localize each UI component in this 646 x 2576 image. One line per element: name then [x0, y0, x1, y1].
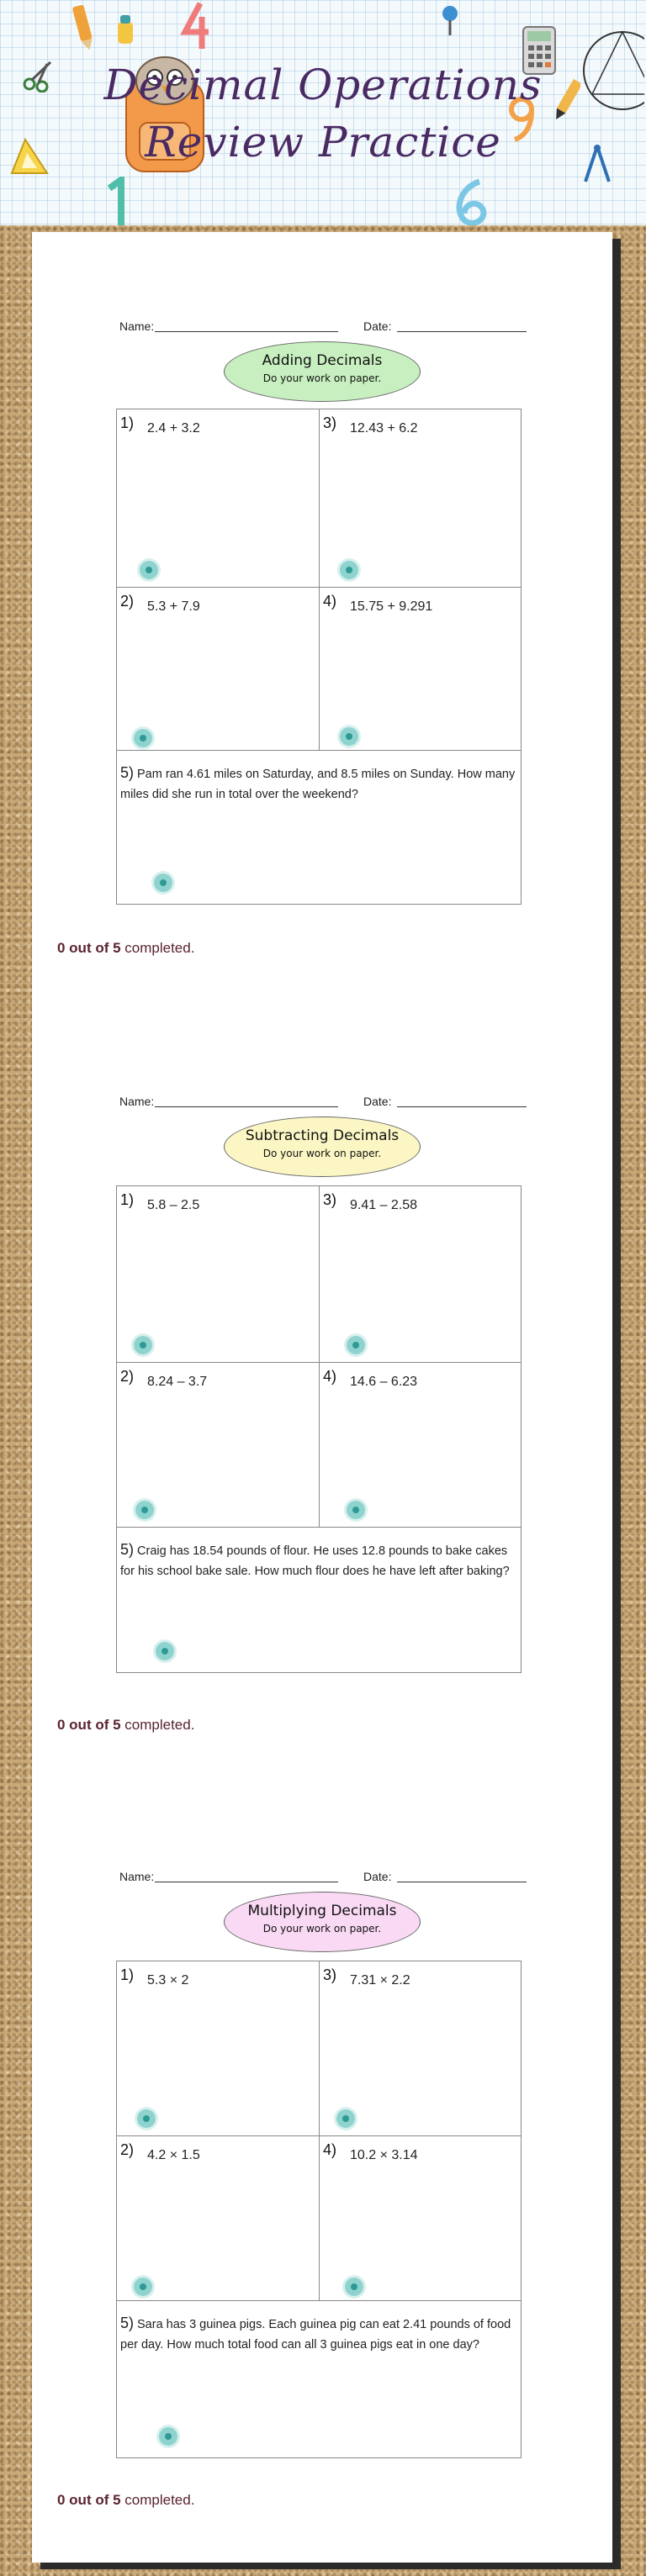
date-label: Date:: [363, 1095, 392, 1108]
section-title: Adding Decimals: [262, 352, 383, 369]
progress-count: 0 out of 5: [57, 1717, 121, 1733]
problem-number: 2): [120, 1368, 135, 1385]
progress-text: [57, 2492, 194, 2509]
answer-hotspot[interactable]: [140, 561, 158, 579]
problem-number: 1): [120, 1966, 135, 1983]
section-title: Subtracting Decimals: [245, 1127, 400, 1144]
problem-number: 1): [120, 1191, 135, 1208]
problem-cell-1: [117, 1961, 320, 2136]
problem-grid: [116, 409, 522, 905]
problem-number: 3): [323, 1191, 337, 1208]
page-title-line-2: Review Practice: [145, 118, 501, 166]
date-line: [397, 331, 527, 332]
problem-text: 8.24 – 3.7: [147, 1375, 208, 1389]
pin-icon: [437, 3, 463, 37]
name-label: Name:: [119, 319, 155, 333]
answer-hotspot[interactable]: [347, 1336, 365, 1354]
problem-text: Pam ran 4.61 miles on Saturday, and 8.5 miles on Sunday. How many miles did she run in total over the weekend?: [120, 768, 516, 801]
problem-number: 1): [120, 414, 135, 431]
problem-number: 5): [120, 764, 135, 781]
progress-suffix: completed.: [120, 1717, 195, 1733]
progress-suffix: completed.: [120, 2492, 195, 2508]
answer-hotspot[interactable]: [134, 2278, 152, 2296]
number-four-icon: [180, 0, 214, 50]
problem-cell-3: [320, 409, 522, 588]
problem-cell-4: [320, 1363, 522, 1528]
word-problem-cell: [117, 2301, 522, 2457]
problem-text: Sara has 3 guinea pigs. Each guinea pig can eat 2.41 pounds of food per day. How much total food can all 3 guinea pigs eat in one day?: [120, 2318, 511, 2352]
progress-count: 0 out of 5: [57, 940, 121, 956]
word-problem: [120, 1539, 516, 1581]
problem-number: 3): [323, 414, 337, 431]
problem-text: 15.75 + 9.291: [350, 599, 433, 614]
answer-hotspot[interactable]: [135, 1501, 154, 1519]
section-title-oval: [224, 341, 421, 402]
problem-grid: [116, 1961, 522, 2458]
problem-text: 5.3 + 7.9: [147, 599, 200, 614]
answer-hotspot[interactable]: [137, 2109, 156, 2128]
pencil-icon: [67, 2, 101, 52]
problem-grid: [116, 1185, 522, 1673]
problem-cell-1: [117, 1186, 320, 1363]
section-subtitle: Do your work on paper.: [262, 1148, 382, 1159]
answer-hotspot[interactable]: [159, 2427, 177, 2446]
answer-hotspot[interactable]: [134, 729, 152, 747]
progress-count: 0 out of 5: [57, 2492, 121, 2508]
worksheet-paper: [32, 232, 612, 2563]
word-problem: [120, 2313, 516, 2355]
problem-cell-3: [320, 1186, 522, 1363]
name-label: Name:: [119, 1095, 155, 1108]
word-problem-cell: [117, 751, 522, 904]
progress-text: [57, 1717, 194, 1734]
section-title-oval: [224, 1892, 421, 1952]
name-line: [155, 1106, 338, 1107]
problem-cell-2: [117, 1363, 320, 1528]
header-banner: [0, 0, 646, 225]
problem-number: 2): [120, 2141, 135, 2158]
problem-number: 2): [120, 593, 135, 610]
section-title-oval: [224, 1116, 421, 1177]
problem-text: 5.3 × 2: [147, 1973, 189, 1987]
problem-number: 3): [323, 1966, 337, 1983]
answer-hotspot[interactable]: [134, 1336, 152, 1354]
problem-cell-4: [320, 2136, 522, 2301]
answer-hotspot[interactable]: [345, 2278, 363, 2296]
date-label: Date:: [363, 319, 392, 333]
problem-text: 14.6 – 6.23: [350, 1375, 418, 1389]
problem-cell-1: [117, 409, 320, 588]
answer-hotspot[interactable]: [154, 874, 172, 892]
name-label: Name:: [119, 1870, 155, 1883]
date-line: [397, 1106, 527, 1107]
word-problem-cell: [117, 1528, 522, 1672]
problem-cell-2: [117, 588, 320, 751]
page-title-line-1: Decimal Operations: [103, 61, 543, 109]
number-six-icon: [446, 177, 496, 225]
glue-icon: [113, 13, 138, 47]
date-label: Date:: [363, 1870, 392, 1883]
progress-text: [57, 940, 194, 957]
problem-number: 5): [120, 1541, 135, 1558]
section-subtitle: Do your work on paper.: [262, 372, 382, 384]
word-problem: [120, 763, 516, 805]
problem-number: 5): [120, 2315, 135, 2331]
answer-hotspot[interactable]: [347, 1501, 365, 1519]
problem-text: 9.41 – 2.58: [350, 1198, 418, 1212]
problem-text: Craig has 18.54 pounds of flour. He uses 12.8 pounds to bake cakes for his school bake sale. How much flour does he have left after baking?: [120, 1544, 510, 1578]
problem-text: 12.43 + 6.2: [350, 421, 418, 435]
problem-text: 4.2 × 1.5: [147, 2148, 200, 2162]
problem-text: 2.4 + 3.2: [147, 421, 200, 435]
problem-number: 4): [323, 2141, 337, 2158]
problem-cell-3: [320, 1961, 522, 2136]
progress-suffix: completed.: [120, 940, 195, 956]
section-title: Multiplying Decimals: [247, 1903, 397, 1919]
problem-text: 10.2 × 3.14: [350, 2148, 418, 2162]
problem-cell-4: [320, 588, 522, 751]
name-line: [155, 331, 338, 332]
problem-cell-2: [117, 2136, 320, 2301]
problem-text: 7.31 × 2.2: [350, 1973, 410, 1987]
problem-number: 4): [323, 593, 337, 610]
section-subtitle: Do your work on paper.: [262, 1923, 382, 1935]
problem-text: 5.8 – 2.5: [147, 1198, 200, 1212]
answer-hotspot[interactable]: [156, 1642, 174, 1660]
answer-hotspot[interactable]: [340, 727, 358, 746]
number-one-icon: [101, 177, 135, 225]
answer-hotspot[interactable]: [336, 2109, 355, 2128]
answer-hotspot[interactable]: [340, 561, 358, 579]
problem-number: 4): [323, 1368, 337, 1385]
